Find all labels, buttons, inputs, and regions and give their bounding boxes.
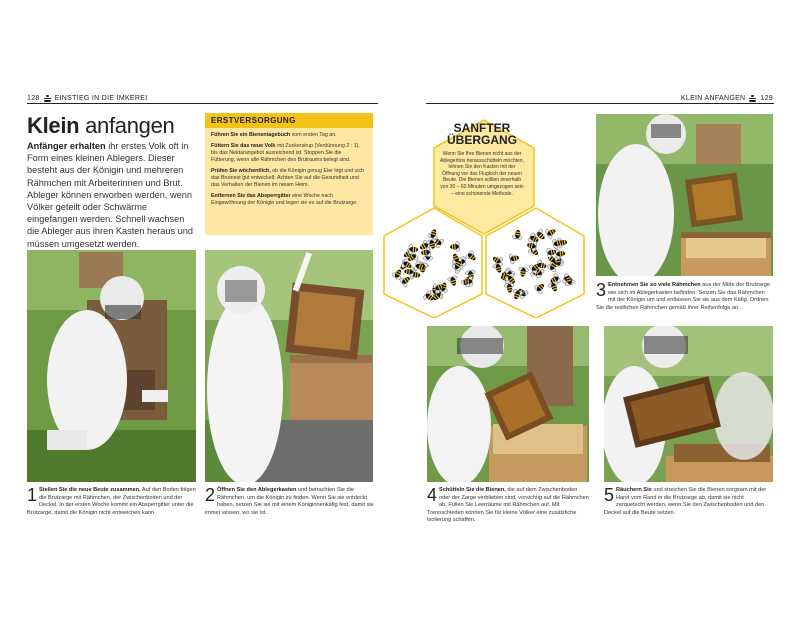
left-page-number: 128 — [27, 94, 40, 102]
photo-shake-bees — [427, 326, 589, 482]
first-care-item: Führen Sie ein Bienentagebuch vom ersten Tag an. — [211, 132, 337, 138]
step-caption-4: 4 Schütteln Sie die Bienen, die auf dem Zwischenboden oder der Zarge verblieben sind, vorsichtig auf die Rähmchen ab. Füllen Sie Leerräume mit Rähmchen auf. Mit Trennschieden können Sie für kleine Völker eine zusätzliche Isolierung schaffen. — [427, 485, 589, 524]
step-caption-3: 3 Entnehmen Sie so viele Rähmchen aus der Mitte der Brutzarge wie sich im Ablegerkasten befinden. Setzen Sie das Rähmchen mit der Königin um und entlassen Sie sie aus dem Käfig. Ordnen Sie die restlichen Rähmchen gemäß ihrer Reihenfolge an. — [596, 280, 770, 311]
first-care-item: Füttern Sie das neue Volk mit Zuckersirup (Verdünnung 2 : 1), bis das Nektarangebot ausreichend ist. Stoppen Sie die Fütterung, wenn alle Rähmchen des Brutraums belegt sind. — [211, 143, 360, 163]
photo-assemble-hive — [27, 250, 196, 482]
right-page-number: 129 — [760, 94, 773, 102]
transition-note — [432, 122, 532, 197]
first-care-item: Prüfen Sie wöchentlich, ob die Königin genug Eier legt und sich das Brutnest gut entwickelt. Achten Sie auf die Gesundheit und das Verhalten der Bienen im neuen Heim. — [211, 168, 365, 188]
transition-title: SANFTER ÜBERGANG — [446, 121, 517, 147]
header-rule-right — [426, 103, 774, 104]
hive-icon — [749, 95, 756, 102]
hive-icon — [44, 95, 51, 102]
step-caption-5: 5 Räuchern Sie und streichen Sie die Bienen sorgsam mit der Hand vom Rand in die Brutzarge ab, damit sie nicht zerquetscht werden, wenn Sie den Zwischenboden und den Deckel auf die Beute setzen. — [604, 485, 767, 516]
header-rule-left — [27, 103, 378, 104]
step-caption-2: 2 Öffnen Sie den Ablegerkasten und betrachten Sie die Rähmchen, um die Königin zu finden. Wenn Sie sie entdeckt haben, setzen Sie sie mit einem Königinnenkäfig fest, damit sie immer wissen, wo sie ist. — [205, 485, 374, 516]
photo-smoke-bees — [604, 326, 773, 482]
first-care-heading: ERSTVERSORGUNG — [205, 113, 373, 128]
right-section-label: KLEIN ANFANGEN — [680, 94, 746, 102]
left-section-label: EINSTIEG IN DIE IMKEREI — [54, 94, 148, 102]
intro-paragraph: Anfänger erhalten ihr erstes Volk oft in Form eines kleinen Ablegers. Dieser besteht aus der Königin und mehreren Rähmchen mit Arbeiterinnen und Brut. Ableger können erworben werden, wenn Völker geteilt oder Schwärme eingefangen werden. Schnell wachsen die Ableger aus ihren Kasten heraus und müssen umgesetzt werden. — [27, 141, 194, 249]
first-care-box — [205, 113, 373, 235]
step-caption-1: 1 Stellen Sie die neue Beute zusammen. Auf den Boden folgen die Brutzarge mit Rähmchen, der Zwischenboden und der Deckel. In der ersten Woche kommt ein Absperrgitter unter die Brutzarge, damit die Königin nicht entweichen kann. — [27, 485, 196, 516]
photo-open-nuc-box — [205, 250, 373, 482]
transition-text: Wenn Sie Ihre Bienen nicht aus der Ablegerbox herausschütteln möchten, lehnen Sie den Kasten mit der Öffnung vor das Flugloch der neuen Beute. Die Bienen sollten innerhalb von 30 – 60 Minuten umgezogen sein – eine schonende Methode. — [440, 151, 524, 197]
photo-remove-frames — [596, 114, 773, 276]
page-title: Klein anfangen — [27, 113, 175, 138]
first-care-item: Entfernen Sie das Absperrgitter eine Woche nach Eingewöhnung der Königin und legen sie es auf die Brutzarge. — [211, 193, 358, 206]
